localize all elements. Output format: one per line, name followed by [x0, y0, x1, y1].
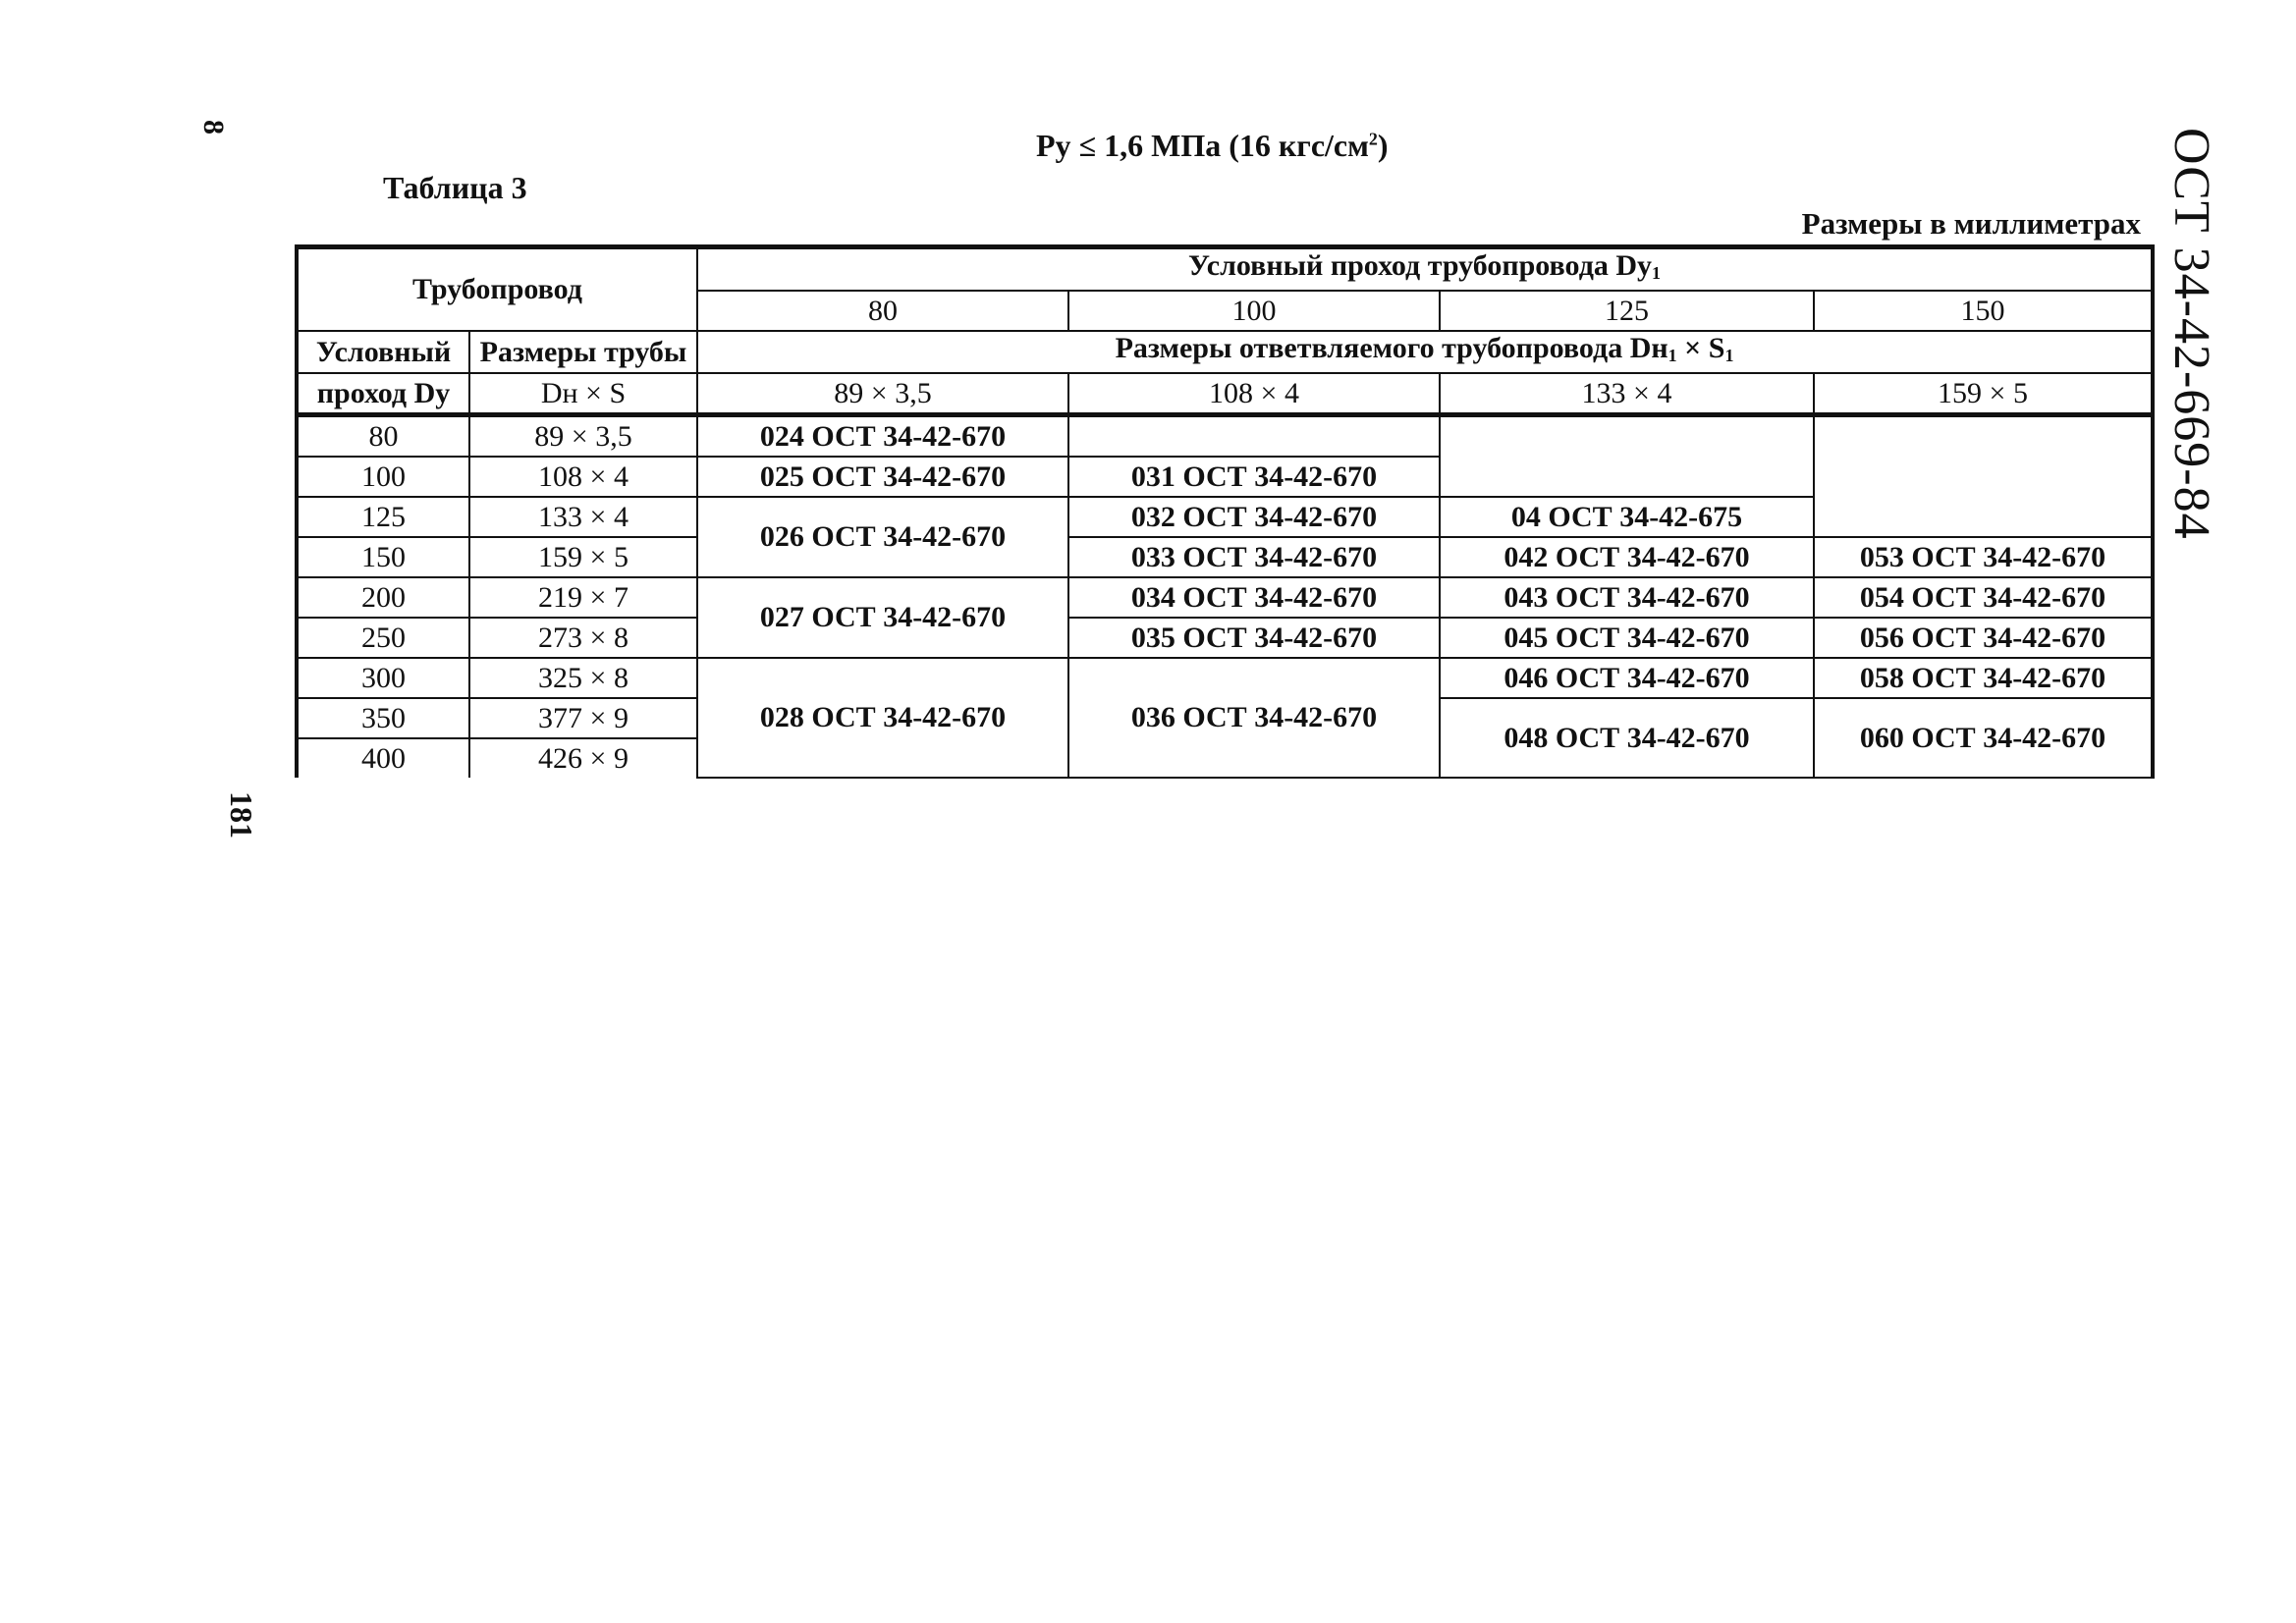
- sheet-number: 181: [224, 791, 259, 839]
- row-size: 325 × 8: [469, 658, 697, 698]
- header-branch-133: 133 × 4: [1440, 373, 1814, 415]
- pressure-note: [1036, 128, 1389, 164]
- pressure-text: Ру ≤ 1,6 МПа (16 кгс/см: [1036, 128, 1369, 163]
- page-number: 8: [197, 120, 230, 135]
- row-dy: 300: [297, 658, 469, 698]
- row-size: 108 × 4: [469, 457, 697, 497]
- row-size: 159 × 5: [469, 537, 697, 577]
- header-branch-sub2: 1: [1724, 346, 1734, 365]
- header-dy1-sub: 1: [1652, 263, 1662, 283]
- row-dy: 200: [297, 577, 469, 618]
- cell-designation: 027 ОСТ 34-42-670: [697, 577, 1068, 658]
- cell-designation: 036 ОСТ 34-42-670: [1068, 658, 1440, 778]
- header-branch-108: 108 × 4: [1068, 373, 1440, 415]
- cell-designation: 028 ОСТ 34-42-670: [697, 658, 1068, 778]
- cell-designation: 025 ОСТ 34-42-670: [697, 457, 1068, 497]
- row-size: 273 × 8: [469, 618, 697, 658]
- cell-designation: 046 ОСТ 34-42-670: [1440, 658, 1814, 698]
- pressure-superscript: 2: [1368, 129, 1378, 149]
- row-size: 133 × 4: [469, 497, 697, 537]
- cell-designation: 053 ОСТ 34-42-670: [1814, 537, 2153, 577]
- cell-designation: 033 ОСТ 34-42-670: [1068, 537, 1440, 577]
- row-size: 219 × 7: [469, 577, 697, 618]
- cell-designation: 042 ОСТ 34-42-670: [1440, 537, 1814, 577]
- header-nominal-bore-dy-line2: проход Dу: [297, 373, 469, 415]
- cell-designation: 034 ОСТ 34-42-670: [1068, 577, 1440, 618]
- row-dy: 80: [297, 415, 469, 458]
- table-row: [297, 537, 2153, 577]
- header-nominal-bore-dy1: [697, 247, 2153, 292]
- cell-designation: 026 ОСТ 34-42-670: [697, 497, 1068, 577]
- cell-designation: 056 ОСТ 34-42-670: [1814, 618, 2153, 658]
- table-title: Таблица 3: [383, 170, 527, 205]
- cell-designation: 043 ОСТ 34-42-670: [1440, 577, 1814, 618]
- document-code: ОСТ 34-42-669-84: [2163, 128, 2219, 540]
- cell-empty: [1440, 415, 1814, 498]
- row-size: 426 × 9: [469, 738, 697, 778]
- cell-designation: 035 ОСТ 34-42-670: [1068, 618, 1440, 658]
- cell-designation: 054 ОСТ 34-42-670: [1814, 577, 2153, 618]
- header-branch-text: Размеры ответвляемого трубопровода Dн: [1115, 332, 1668, 364]
- cell-designation: 024 ОСТ 34-42-670: [697, 415, 1068, 458]
- row-dy: 125: [297, 497, 469, 537]
- header-branch-sub: 1: [1667, 346, 1677, 365]
- table-row: [297, 577, 2153, 618]
- row-size: 377 × 9: [469, 698, 697, 738]
- units-note: Размеры в миллиметрах: [1801, 206, 2141, 241]
- header-nominal-bore-dy-line1: Условный: [297, 331, 469, 373]
- header-dy1-125: 125: [1440, 291, 1814, 331]
- fittings-table: [295, 244, 2155, 779]
- header-branch-sizes: [697, 331, 2153, 373]
- header-dy1-100: 100: [1068, 291, 1440, 331]
- header-pipe-size-line2: Dн × S: [469, 373, 697, 415]
- pressure-close: ): [1377, 128, 1389, 163]
- header-branch-159: 159 × 5: [1814, 373, 2153, 415]
- cell-designation: 04 ОСТ 34-42-675: [1440, 497, 1814, 537]
- row-dy: 150: [297, 537, 469, 577]
- header-pipe-size-line1: Размеры трубы: [469, 331, 697, 373]
- header-dy1-text: Условный проход трубопровода Dу: [1187, 249, 1653, 282]
- cell-designation: 032 ОСТ 34-42-670: [1068, 497, 1440, 537]
- row-dy: 100: [297, 457, 469, 497]
- cell-designation: 058 ОСТ 34-42-670: [1814, 658, 2153, 698]
- cell-empty: [1814, 415, 2153, 538]
- header-dy1-80: 80: [697, 291, 1068, 331]
- cell-designation: 045 ОСТ 34-42-670: [1440, 618, 1814, 658]
- row-dy: 250: [297, 618, 469, 658]
- row-dy: 350: [297, 698, 469, 738]
- table-row: [297, 658, 2153, 698]
- cell-designation: 048 ОСТ 34-42-670: [1440, 698, 1814, 778]
- header-dy1-150: 150: [1814, 291, 2153, 331]
- row-size: 89 × 3,5: [469, 415, 697, 458]
- table-row: [297, 618, 2153, 658]
- cell-empty: [1068, 415, 1440, 458]
- row-dy: 400: [297, 738, 469, 778]
- table-row: [297, 415, 2153, 458]
- header-branch-tail: × S: [1676, 332, 1725, 364]
- cell-designation: 060 ОСТ 34-42-670: [1814, 698, 2153, 778]
- header-pipeline: Трубопровод: [297, 247, 697, 332]
- header-branch-89: 89 × 3,5: [697, 373, 1068, 415]
- cell-designation: 031 ОСТ 34-42-670: [1068, 457, 1440, 497]
